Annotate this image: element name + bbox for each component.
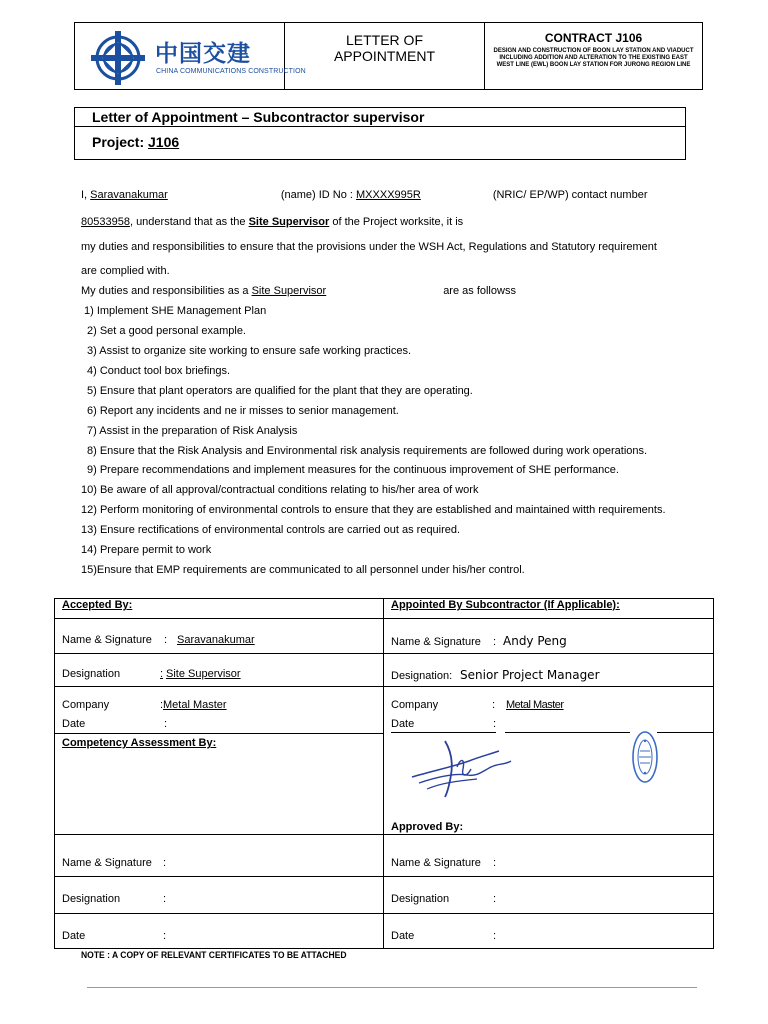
accepted-by-designation: Site Supervisor xyxy=(166,668,241,680)
document-title xyxy=(285,23,485,89)
body-line-3: my duties and responsibilities to ensure that the provisions under the WSH Act, Regulations and Statutory requirement xyxy=(81,241,657,253)
colon: : xyxy=(493,857,497,869)
role-title-2: Site Supervisor xyxy=(251,285,327,297)
colon: : xyxy=(493,718,497,730)
document-header xyxy=(74,22,703,90)
body-line-1 xyxy=(81,189,647,201)
colon: : xyxy=(164,718,168,730)
table-rule xyxy=(55,653,713,654)
left-date-label: Date xyxy=(62,718,86,730)
body-line-2 xyxy=(81,216,463,228)
colon: : xyxy=(164,634,168,646)
colon: : xyxy=(493,930,497,942)
accepted-by-company: Metal Master xyxy=(163,699,227,711)
body-line-4: are complied with. xyxy=(81,265,170,277)
date-underline xyxy=(391,732,496,733)
left-name-label: Name & Signature xyxy=(62,634,152,646)
duty-item: 7) Assist in the preparation of Risk Analysis xyxy=(87,425,298,437)
project-box xyxy=(74,107,686,160)
text-id-label: (name) ID No : xyxy=(280,189,357,201)
duty-item: 1) Implement SHE Management Plan xyxy=(84,305,267,317)
right-designation-label: Designation: xyxy=(391,670,453,682)
text-i: I, xyxy=(81,189,91,201)
text-contact-label: (NRIC/ EP/WP) contact number xyxy=(492,189,648,201)
text-understand: , understand that as the xyxy=(129,216,249,228)
letter-heading: Letter of Appointment – Subcontractor supervisor xyxy=(75,108,685,127)
right-name-label: Name & Signature xyxy=(391,636,481,648)
duty-item: 14) Prepare permit to work xyxy=(81,544,212,556)
duty-item: 5) Ensure that plant operators are qualified for the plant that they are operating. xyxy=(87,385,473,397)
contract-cell xyxy=(485,23,702,89)
company-logo-icon xyxy=(89,29,147,87)
logo-english-text: CHINA COMMUNICATIONS CONSTRUCTION xyxy=(156,68,306,75)
table-rule xyxy=(55,876,713,877)
role-title: Site Supervisor xyxy=(248,216,330,228)
table-rule xyxy=(55,733,383,734)
table-rule xyxy=(55,686,713,687)
contract-title: CONTRACT J106 xyxy=(544,31,643,45)
text-worksite: of the Project worksite, it is xyxy=(329,216,464,228)
left-designation-label-2: Designation xyxy=(62,893,121,905)
colon: : xyxy=(160,668,164,680)
colon: : xyxy=(493,893,497,905)
right-date-label-2: Date xyxy=(391,930,415,942)
id-number: MXXXX995R xyxy=(356,189,421,201)
duty-item: 9) Prepare recommendations and implement measures for the continuous improvement of SHE performance. xyxy=(87,464,619,476)
contract-description: DESIGN AND CONSTRUCTION OF BOON LAY STATION AND VIADUCT INCLUDING ADDITION AND ALTERATION TO THE EXISTING EAST WEST LINE (EWL) BOON LAY STATION FOR JURONG REGION LINE xyxy=(493,48,694,68)
duty-item: 6) Report any incidents and ne ir misses to senior management. xyxy=(87,405,399,417)
footer-divider xyxy=(87,987,697,988)
title-line-1: LETTER OF xyxy=(345,32,423,48)
appointed-by-designation: Senior Project Manager xyxy=(460,668,600,682)
project-label: Project: xyxy=(92,134,149,150)
certificate-note: NOTE : A COPY OF RELEVANT CERTIFICATES TO BE ATTACHED xyxy=(81,950,347,960)
left-name-label-2: Name & Signature xyxy=(62,857,152,869)
text-duties-as: My duties and responsibilities as a xyxy=(81,285,252,297)
duty-item: 12) Perform monitoring of environmental controls to ensure that they are established and maintained witth requirements. xyxy=(81,504,666,516)
colon: : xyxy=(492,699,496,711)
duty-item: 15)Ensure that EMP requirements are communicated to all personnel under his/her control. xyxy=(81,564,525,576)
logo-cell xyxy=(75,23,306,89)
duty-item: 2) Set a good personal example. xyxy=(87,325,246,337)
colon: : xyxy=(163,857,167,869)
project-line xyxy=(92,134,179,150)
colon: : xyxy=(493,636,497,648)
body-line-5 xyxy=(81,285,516,297)
approved-by-label: Approved By: xyxy=(391,821,464,833)
date-underline xyxy=(505,732,630,733)
table-rule xyxy=(55,834,713,835)
left-designation-label: Designation xyxy=(62,668,121,680)
logo-chinese-text: 中国交建 xyxy=(155,41,251,67)
text-as-follows: are as followss xyxy=(443,285,516,297)
left-date-label-2: Date xyxy=(62,930,86,942)
colon: : xyxy=(163,930,167,942)
table-rule xyxy=(55,618,713,619)
right-company-label: Company xyxy=(391,699,439,711)
duty-item: 3) Assist to organize site working to ensure safe working practices. xyxy=(87,345,412,357)
duty-item: 10) Be aware of all approval/contractual conditions relating to his/her area of work xyxy=(81,484,479,496)
accepted-by-label: Accepted By: xyxy=(62,599,133,611)
colon: : xyxy=(160,699,164,711)
duty-item: 8) Ensure that the Risk Analysis and Environmental risk analysis requirements are followed during work operations. xyxy=(87,445,648,457)
table-divider xyxy=(383,599,384,948)
appointed-by-name: Andy Peng xyxy=(503,634,567,648)
right-date-label: Date xyxy=(391,718,415,730)
contact-number: 80533958 xyxy=(81,216,130,228)
company-stamp-icon xyxy=(629,729,661,785)
handwritten-signature-icon xyxy=(407,737,517,799)
table-rule xyxy=(55,913,713,914)
right-name-label-2: Name & Signature xyxy=(391,857,481,869)
project-code: J106 xyxy=(148,134,180,150)
accepted-by-name: Saravanakumar xyxy=(177,634,255,646)
appointed-by-label: Appointed By Subcontractor (If Applicable): xyxy=(391,599,620,611)
competency-assessment-label: Competency Assessment By: xyxy=(62,737,217,749)
colon: : xyxy=(163,893,167,905)
title-line-2: APPOINTMENT xyxy=(333,48,436,64)
duty-item: 13) Ensure rectifications of environmental controls are carried out as required. xyxy=(81,524,461,536)
duty-item: 4) Conduct tool box briefings. xyxy=(87,365,231,377)
date-underline xyxy=(657,732,713,733)
appointed-by-company: Metal Master xyxy=(506,699,564,711)
signature-table xyxy=(54,598,714,949)
appointee-name: Saravanakumar xyxy=(90,189,168,201)
right-designation-label-2: Designation xyxy=(391,893,450,905)
left-company-label: Company xyxy=(62,699,110,711)
